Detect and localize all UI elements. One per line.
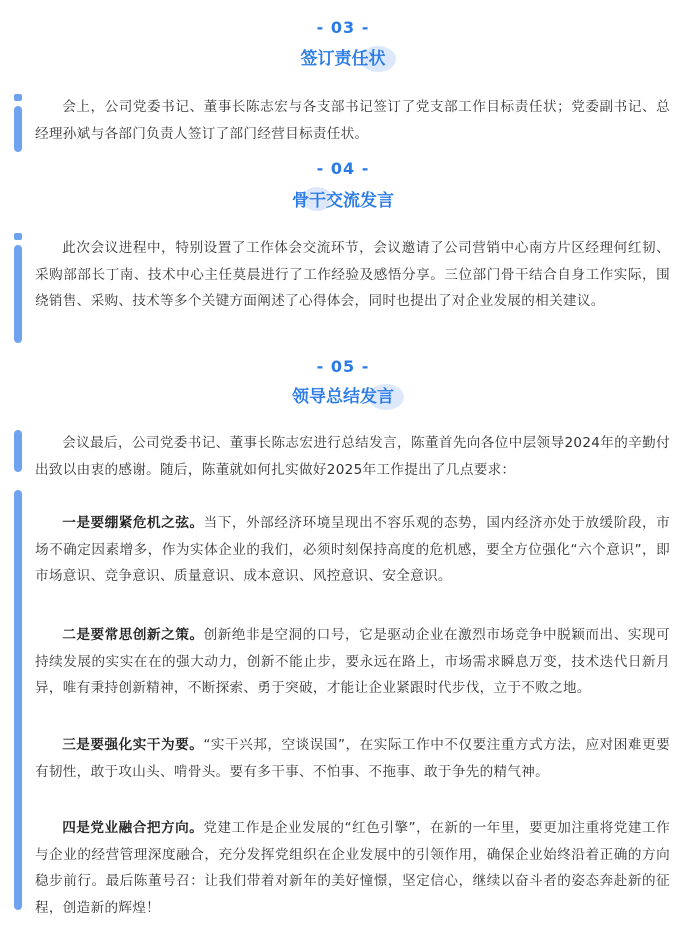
section-title-wrap-05	[0, 382, 686, 412]
section-title-05	[290, 382, 396, 412]
side-bar	[14, 430, 22, 472]
paragraph-05-point-1	[35, 510, 670, 590]
section-title-03	[299, 44, 388, 74]
section-title-04	[290, 186, 396, 216]
side-bar	[14, 490, 22, 910]
point-body: “实干兴邦，空谈误国”，在实际工作中不仅要注重方式方法，应对困难更要有韧性，敢于攻山头、啃骨头。要有多干事、不怕事、不拖事、敢于争先的精气神。	[35, 737, 670, 780]
point-body: 党建工作是企业发展的“红色引擎”，在新的一年里，要更加注重将党建工作与企业的经营管理深度融合，充分发挥党组织在企业发展中的引领作用，确保企业始终沿着正确的方向稳步前行。最后陈董号召：让我们带着对新年的美好憧憬，坚定信心，继续以奋斗者的姿态奔赴新的征程，创造新的辉煌！	[35, 820, 670, 916]
point-body: 创新绝非是空洞的口号，它是驱动企业在激烈市场竞争中脱颖而出、实现可持续发展的实实在在的强大动力，创新不能止步，要永远在路上，市场需求瞬息万变，技术迭代日新月异，唯有秉持创新精神，不断探索、勇于突破，才能让企业紧跟时代步伐，立于不败之地。	[35, 627, 671, 696]
section-title-wrap-04	[0, 186, 686, 216]
section-title-text: 签订责任状	[300, 49, 386, 69]
section-title-wrap-03	[0, 44, 686, 74]
point-lead: 二是要常思创新之策。	[62, 627, 204, 643]
section-title-text: 领导总结发言	[292, 387, 394, 407]
section-number-05: - 05 -	[316, 357, 370, 376]
point-lead: 三是要强化实干为要。	[62, 737, 204, 753]
paragraph-05-point-2	[35, 622, 670, 702]
paragraph-05-intro: 会议最后，公司党委书记、董事长陈志宏进行总结发言，陈董首先向各位中层领导2024年的辛勤付出致以由衷的感谢。随后，陈董就如何扎实做好2025年工作提出了几点要求：	[35, 435, 670, 478]
point-lead: 一是要绷紧危机之弦。	[62, 515, 204, 531]
side-bar	[14, 245, 22, 343]
side-bar-marker	[14, 233, 22, 240]
paragraph-03-1: 会上，公司党委书记、董事长陈志宏与各支部书记签订了党支部工作目标责任状；党委副书记、总经理孙斌与各部门负责人签订了部门经营目标责任状。	[35, 99, 670, 142]
paragraph-04-1: 此次会议进程中，特别设置了工作体会交流环节，会议邀请了公司营销中心南方片区经理何红韧、采购部部长丁南、技术中心主任莫晨进行了工作经验及感悟分享。三位部门骨干结合自身工作实际，围绕销售、采购、技术等多个关键方面阐述了心得体会，同时也提出了对企业发展的相关建议。	[35, 240, 670, 309]
paragraph-05-point-4	[35, 815, 670, 921]
section-title-text: 骨干交流发言	[292, 191, 394, 211]
side-bar	[14, 106, 22, 152]
side-bar-marker	[14, 94, 22, 101]
point-lead: 四是党业融合把方向。	[62, 820, 204, 836]
section-number-04: - 04 -	[316, 159, 370, 178]
point-body: 当下，外部经济环境呈现出不容乐观的态势，国内经济亦处于放缓阶段，市场不确定因素增多，作为实体企业的我们，必须时刻保持高度的危机感，要全方位强化“六个意识”，即市场意识、竞争意识、质量意识、成本意识、风控意识、安全意识。	[35, 515, 671, 584]
section-number-03: - 03 -	[316, 18, 370, 37]
paragraph-05-point-3	[35, 732, 670, 785]
